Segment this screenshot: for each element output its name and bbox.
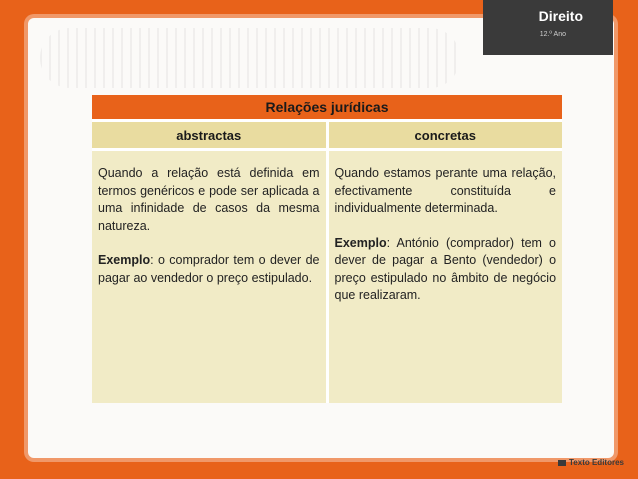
abstractas-definition: Quando a relação está definida em termos genéricos e pode ser aplicada a uma infinidade de casos da mesma natureza. [98, 166, 320, 233]
badge-title: Direito [538, 8, 583, 24]
column-header-concretas: concretas [327, 122, 562, 148]
book-icon [558, 460, 566, 466]
subject-badge [483, 0, 613, 55]
concretas-example [335, 235, 557, 305]
column-header-abstractas: abstractas [92, 122, 327, 148]
background-texture [40, 28, 460, 88]
example-label: Exemplo [98, 253, 151, 267]
badge-subtitle: 12.º Ano [539, 31, 566, 38]
concretas-definition: Quando estamos perante uma relação, efectivamente constituída e individualmente determinada. [334, 166, 557, 215]
example-text: : o comprador tem o dever de pagar ao vendedor o preço estipulado. [98, 253, 320, 285]
cell-abstractas [92, 151, 327, 403]
table-title: Relações jurídicas [92, 95, 562, 119]
relations-table [92, 95, 562, 403]
publisher-name: Texto Editores [569, 458, 624, 467]
abstractas-example [98, 252, 320, 287]
example-label: Exemplo [334, 235, 387, 250]
example-text: : António (comprador) tem o dever de pagar a Bento (vendedor) o preço estipulado no âmbito de negócio que realizaram. [334, 235, 557, 302]
cell-concretas [327, 151, 562, 403]
publisher-logo [558, 458, 624, 467]
